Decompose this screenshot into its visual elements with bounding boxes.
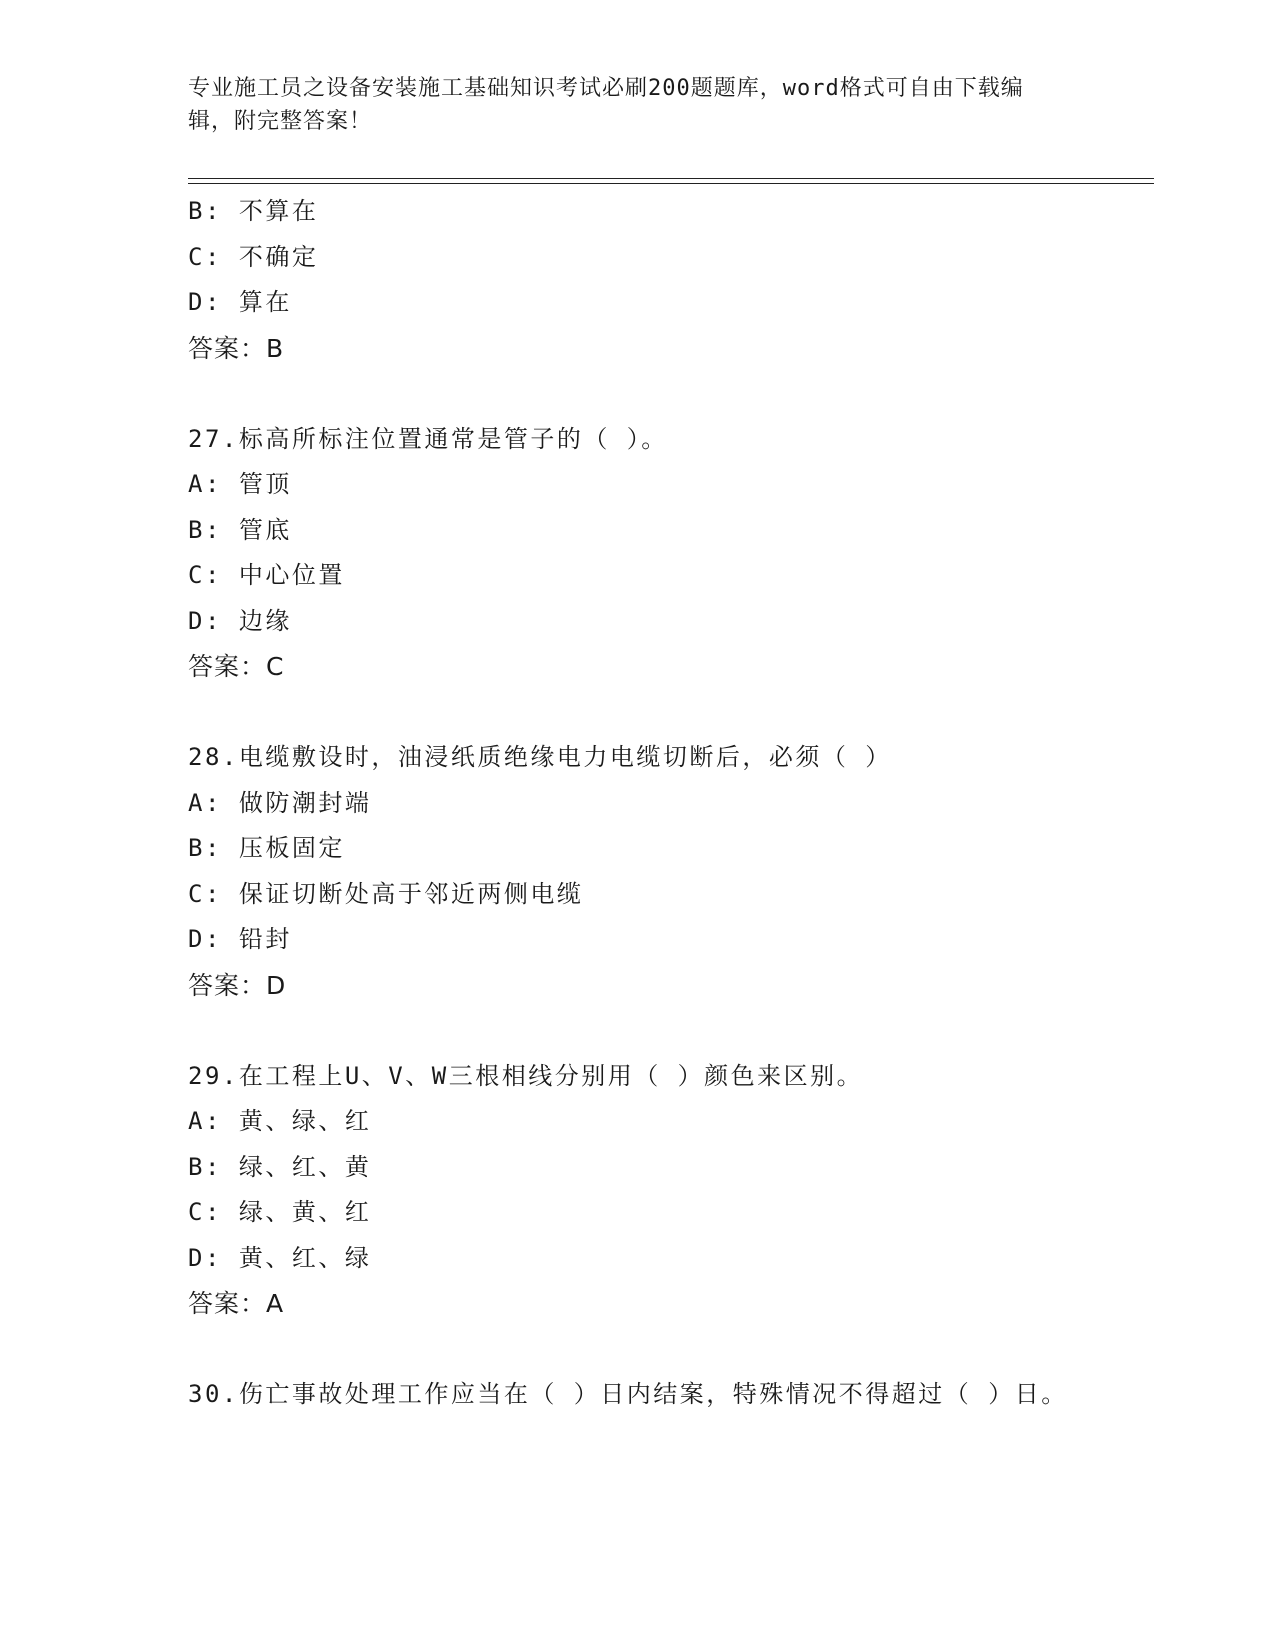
option-c: C: 绿、黄、红: [188, 1198, 372, 1226]
option-a: A: 黄、绿、红: [188, 1107, 372, 1135]
header-divider-thick: [188, 178, 1154, 179]
question-block-28: [188, 735, 1088, 1008]
option-b: B: 管底: [188, 515, 292, 544]
option-d: D: 边缘: [188, 606, 292, 635]
question-block-29: [188, 1054, 1088, 1327]
header-divider-thin: [188, 183, 1154, 184]
answer-line: 答案：B: [188, 333, 285, 363]
option-b: B: 不算在: [188, 197, 319, 225]
question-stem: 28.电缆敷设时，油浸纸质绝缘电力电缆切断后，必须（ ）: [188, 743, 892, 771]
answer-line: 答案：C: [188, 652, 285, 681]
question-stem: 29.在工程上U、V、W三根相线分别用（ ）颜色来区别。: [188, 1061, 864, 1090]
answer-line: 答案：A: [188, 1289, 285, 1318]
question-block-prev: [188, 189, 1088, 371]
option-b: B: 压板固定: [188, 834, 345, 862]
option-d: D: 黄、红、绿: [188, 1243, 372, 1272]
option-c: C: 中心位置: [188, 561, 345, 589]
question-block-27: [188, 417, 1088, 690]
question-block-30: [188, 1372, 1088, 1418]
option-d: D: 铅封: [188, 925, 292, 953]
option-d: D: 算在: [188, 288, 292, 316]
question-list: [188, 189, 1088, 1418]
question-stem: 30.伤亡事故处理工作应当在（ ）日内结案，特殊情况不得超过（ ）日。: [188, 1380, 1068, 1408]
option-a: A: 管顶: [188, 470, 292, 498]
option-b: B: 绿、红、黄: [188, 1152, 372, 1181]
option-c: C: 不确定: [188, 242, 319, 271]
page-header: [188, 72, 1068, 138]
option-c: C: 保证切断处高于邻近两侧电缆: [188, 879, 584, 908]
document-title: 专业施工员之设备安装施工基础知识考试必刷200题题库，word格式可自由下载编辑，附完整答案！: [188, 76, 1024, 134]
answer-line: 答案：D: [188, 970, 287, 1000]
question-stem: 27.标高所标注位置通常是管子的（ ）。: [188, 424, 668, 453]
option-a: A: 做防潮封端: [188, 788, 372, 817]
